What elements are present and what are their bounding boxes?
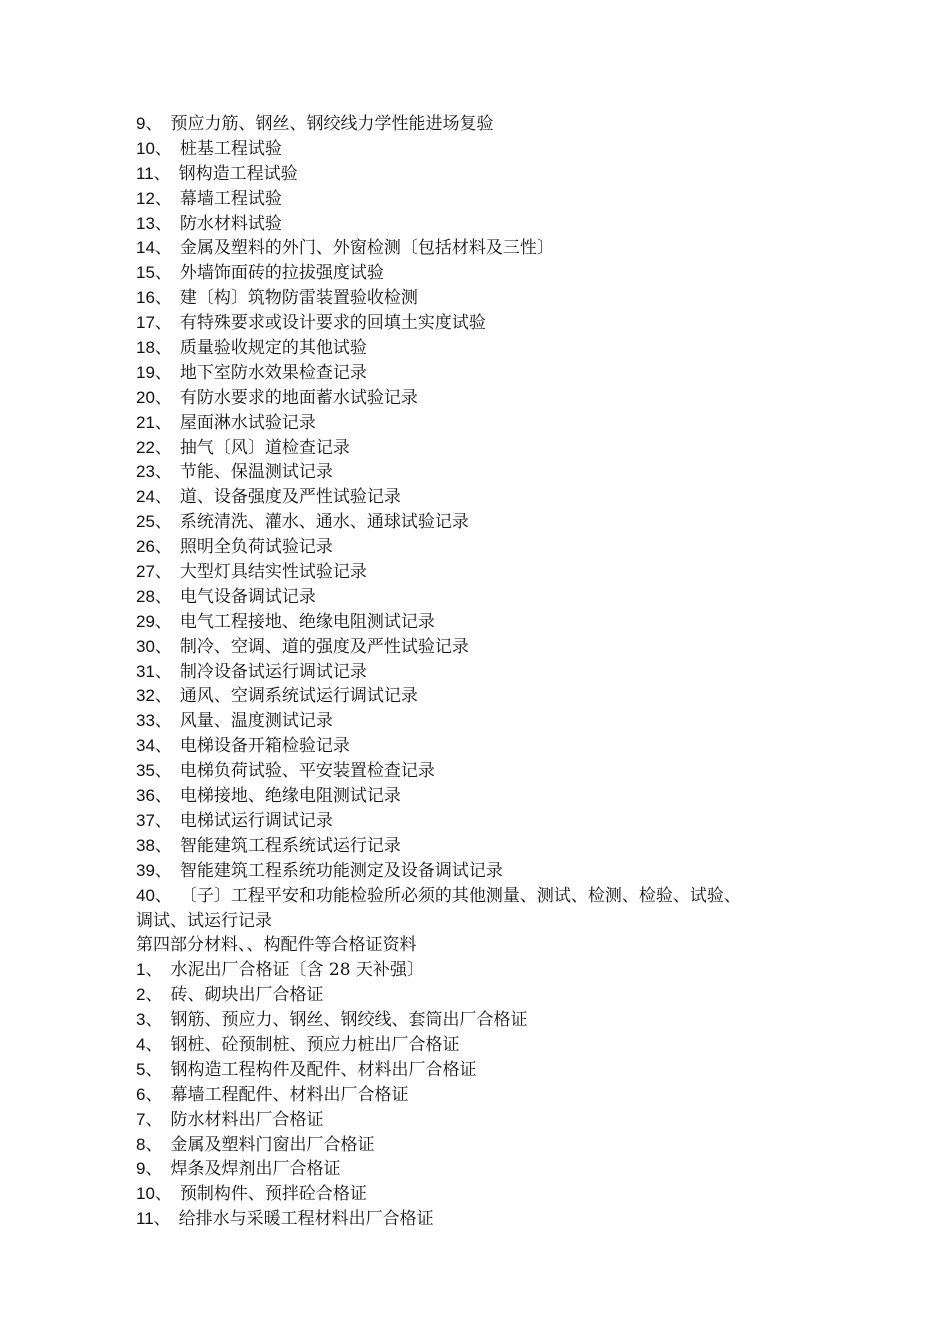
list-item [136, 859, 836, 884]
item-number: 9、 [136, 114, 163, 133]
item-text: 电梯负荷试验、平安装置检查记录 [179, 761, 435, 782]
item-number: 22、 [136, 437, 172, 457]
item-number: 37、 [136, 810, 172, 830]
item-number: 7、 [136, 1109, 163, 1129]
list-item [136, 436, 836, 461]
item-text: 钢筋、预应力、钢丝、钢绞线、套筒出厂合格证 [170, 1010, 528, 1031]
item-number: 31、 [136, 661, 172, 681]
item-text: 通风、空调系统试运行调试记录 [179, 686, 418, 707]
list-item [136, 809, 836, 834]
item-number: 11、 [136, 163, 171, 183]
list-item [136, 734, 836, 759]
item-text: 金属及塑料的外门、外窗检测〔包括材料及三性〕 [179, 238, 554, 259]
list-item [136, 261, 836, 286]
item-text: 钢构造工程构件及配件、材料出厂合格证 [170, 1059, 477, 1080]
list-item [136, 884, 836, 909]
list-item [136, 162, 836, 187]
list-item [136, 236, 836, 261]
item-number: 17、 [136, 313, 172, 333]
item-40-continuation: 调试、试运行记录 [136, 910, 272, 931]
item-text: 钢构造工程试验 [178, 163, 298, 184]
item-text: 系统清洗、灌水、通水、通球试验记录 [179, 512, 469, 533]
list-item [136, 958, 836, 983]
list-item [136, 286, 836, 311]
item-text: 质量验收规定的其他试验 [179, 338, 367, 359]
item-number: 35、 [136, 761, 172, 781]
item-number: 34、 [136, 736, 172, 756]
list-item [136, 560, 836, 585]
item-number: 5、 [136, 1059, 163, 1079]
item-text: 电梯试运行调试记录 [179, 810, 333, 831]
list-item [136, 137, 836, 162]
list-item [136, 834, 836, 859]
item-number: 25、 [136, 512, 172, 532]
item-number: 27、 [136, 562, 172, 582]
list-item [136, 212, 836, 237]
item-text: 电气工程接地、绝缘电阻测试记录 [179, 611, 435, 632]
item-number: 40、 [136, 885, 172, 905]
list-item [136, 311, 836, 336]
item-text: 制冷设备试运行调试记录 [179, 661, 367, 682]
item-text: 桩基工程试验 [179, 138, 282, 159]
item-text: 焊条及焊剂出厂合格证 [170, 1159, 341, 1180]
item-number: 36、 [136, 786, 172, 806]
item-text: 道、设备强度及严性试验记录 [179, 487, 401, 508]
item-text: 抽气〔风〕道检查记录 [179, 437, 350, 458]
item-text: 电梯接地、绝缘电阻测试记录 [179, 786, 401, 807]
list-item [136, 784, 836, 809]
item-text: 智能建筑工程系统功能测定及设备调试记录 [179, 860, 503, 881]
item-text: 幕墙工程试验 [179, 188, 282, 209]
list-item [136, 1083, 836, 1108]
item-number: 14、 [136, 238, 172, 258]
document-page [136, 112, 836, 1232]
list-item [136, 386, 836, 411]
item-number: 4、 [136, 1034, 163, 1054]
item-number: 1、 [136, 960, 163, 980]
item-text: 大型灯具结实性试验记录 [179, 562, 367, 583]
list-item [136, 187, 836, 212]
item-number: 26、 [136, 537, 172, 557]
list-item [136, 1008, 836, 1033]
item-text: 电气设备调试记录 [179, 586, 316, 607]
item-text: 金属及塑料门窗出厂合格证 [170, 1134, 375, 1155]
item-text: 有防水要求的地面蓄水试验记录 [179, 387, 418, 408]
item-text: 地下室防水效果检查记录 [179, 362, 367, 383]
item-text: 屋面淋水试验记录 [179, 412, 316, 433]
item-text: 幕墙工程配件、材料出厂合格证 [170, 1084, 409, 1105]
item-number: 10、 [136, 1184, 172, 1204]
section3-list [136, 112, 836, 909]
item-number: 13、 [136, 213, 172, 233]
item-text: 给排水与采暖工程材料出厂合格证 [178, 1209, 434, 1230]
list-item [136, 1182, 836, 1207]
list-item [136, 585, 836, 610]
list-item [136, 1157, 836, 1182]
item-number: 10、 [136, 138, 172, 158]
list-item [136, 411, 836, 436]
list-item [136, 610, 836, 635]
list-item [136, 112, 836, 137]
item-number: 21、 [136, 412, 172, 432]
item-text: 电梯设备开箱检验记录 [179, 736, 350, 757]
list-item [136, 1133, 836, 1158]
list-item [136, 535, 836, 560]
list-item [136, 336, 836, 361]
item-number: 33、 [136, 711, 172, 731]
list-item [136, 485, 836, 510]
item-text: 智能建筑工程系统试运行记录 [179, 835, 401, 856]
list-item [136, 510, 836, 535]
list-item [136, 983, 836, 1008]
item-number: 28、 [136, 586, 172, 606]
item-number: 11、 [136, 1209, 171, 1229]
item-text: 风量、温度测试记录 [179, 711, 333, 732]
item-number: 32、 [136, 686, 172, 706]
item-number: 18、 [136, 338, 172, 358]
list-item [136, 684, 836, 709]
section4-heading: 第四部分材料、、构配件等合格证资料 [136, 935, 417, 956]
item-text: 外墙饰面砖的拉拔强度试验 [179, 263, 384, 284]
item-number: 9、 [136, 1159, 163, 1179]
item-text: 水泥出厂合格证〔含 28 天补强〕 [170, 960, 424, 981]
item-number: 38、 [136, 835, 172, 855]
item-number: 24、 [136, 487, 172, 507]
item-number: 19、 [136, 362, 172, 382]
item-number: 12、 [136, 188, 172, 208]
item-text: 预制构件、预拌砼合格证 [179, 1184, 367, 1205]
item-number: 39、 [136, 860, 172, 880]
list-item [136, 709, 836, 734]
item-text: 防水材料出厂合格证 [170, 1109, 324, 1130]
item-number: 3、 [136, 1010, 163, 1030]
item-number: 16、 [136, 288, 172, 308]
item-text: 〔子〕工程平安和功能检验所必须的其他测量、测试、检测、检验、试验、 [179, 885, 741, 906]
list-item [136, 1207, 836, 1232]
list-item [136, 759, 836, 784]
item-text: 钢桩、砼预制桩、预应力桩出厂合格证 [170, 1034, 460, 1055]
item-text: 建〔构〕筑物防雷装置验收检测 [179, 288, 418, 309]
list-item [136, 660, 836, 685]
item-text: 照明全负荷试验记录 [179, 537, 333, 558]
item-text: 节能、保温测试记录 [179, 462, 333, 483]
item-number: 8、 [136, 1134, 163, 1154]
item-number: 2、 [136, 985, 163, 1005]
item-number: 15、 [136, 263, 172, 283]
item-text: 制冷、空调、道的强度及严性试验记录 [179, 636, 469, 657]
item-text: 预应力筋、钢丝、钢绞线力学性能进场复验 [170, 114, 494, 134]
item-text: 砖、砌块出厂合格证 [170, 985, 324, 1006]
list-item [136, 460, 836, 485]
item-text: 防水材料试验 [179, 213, 282, 234]
section4-list [136, 958, 836, 1232]
item-number: 6、 [136, 1084, 163, 1104]
item-number: 20、 [136, 387, 172, 407]
item-number: 29、 [136, 611, 172, 631]
list-item [136, 1033, 836, 1058]
list-item [136, 1108, 836, 1133]
list-item [136, 635, 836, 660]
item-text: 有特殊要求或设计要求的回填土实度试验 [179, 313, 486, 334]
list-item [136, 1058, 836, 1083]
list-item [136, 361, 836, 386]
item-number: 23、 [136, 462, 172, 482]
item-number: 30、 [136, 636, 172, 656]
